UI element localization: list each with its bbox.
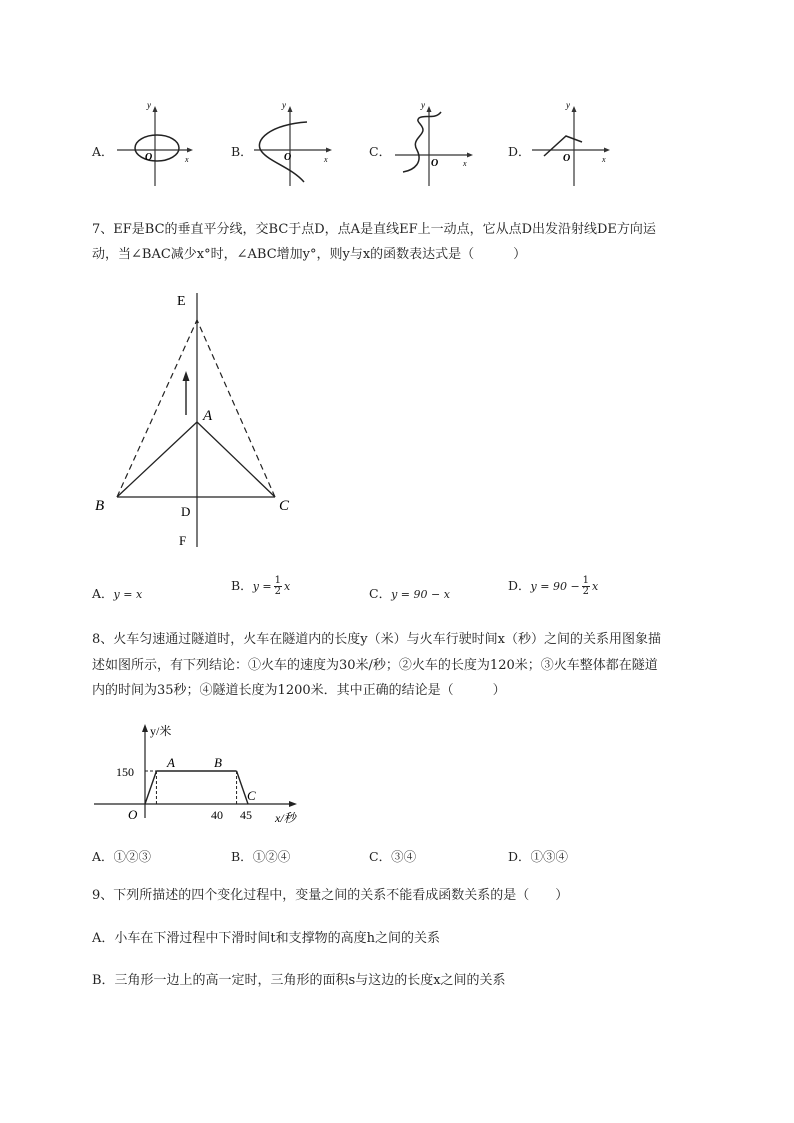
q8-text-line1: 8、火车匀速通过隧道时，火车在隧道内的长度y（米）与火车行驶时间x（秒）之间的关系用图象描	[92, 632, 661, 647]
q8-point-b-label: B	[214, 755, 222, 770]
q7-option-a[interactable]: A．y = x	[92, 586, 143, 601]
q8-option-a-text: ①②③	[113, 849, 152, 864]
label-a: A	[203, 408, 213, 424]
series-segment-OA	[145, 771, 156, 804]
q8-point-a-label: A	[167, 755, 175, 770]
q6-option-c-letter: C．	[369, 144, 392, 159]
segment-ab	[117, 422, 197, 497]
q7-option-c[interactable]: C．y = 90 − x	[369, 586, 450, 601]
q6-c-xlabel: x	[463, 159, 467, 168]
q9-option-b[interactable]: B．三角形一边上的高一定时，三角形的面积s与这边的长度x之间的关系	[92, 973, 506, 988]
q6-d-xlabel: x	[602, 155, 606, 164]
q6-b-xlabel: x	[324, 155, 328, 164]
q8-xtick-40: 40	[211, 808, 223, 822]
dashed-line-be	[117, 320, 197, 497]
q8-xtick-45: 45	[240, 808, 252, 822]
label-c: C	[279, 498, 290, 514]
q6-a-xlabel: x	[185, 155, 189, 164]
q7-text-line2: 动，当∠BAC减少x°时，∠ABC增加y°，则y与x的函数表达式是（ ）	[92, 247, 527, 262]
q6-option-b-graph[interactable]	[252, 100, 334, 190]
segment-ac	[197, 422, 275, 497]
q6-d-origin: O	[563, 153, 571, 164]
q8-graph	[90, 718, 330, 830]
q6-options	[0, 0, 794, 200]
ellipse-curve	[135, 135, 179, 161]
q6-option-c-graph[interactable]	[393, 100, 475, 190]
q6-option-a-letter: A．	[92, 144, 114, 159]
q8-xlabel: x/秒	[275, 811, 296, 825]
q8-ylabel: y/米	[150, 724, 172, 738]
label-e: E	[177, 294, 186, 309]
q6-a-origin: O	[145, 152, 153, 163]
q6-option-a-graph[interactable]	[115, 100, 195, 190]
q6-d-ylabel: y	[566, 100, 570, 110]
q6-option-d-graph[interactable]	[530, 100, 612, 190]
q8-text-line3: 内的时间为35秒；④隧道长度为1200米．其中正确的结论是（ ）	[92, 683, 506, 698]
fraction-one-half: $\frac{1}{2}$	[582, 575, 590, 597]
q8-point-c-label: C	[247, 788, 256, 803]
q8-origin: O	[128, 807, 138, 822]
q9-option-a[interactable]: A．小车在下滑过程中下滑时间t和支撑物的高度h之间的关系	[92, 931, 440, 946]
q6-c-origin: O	[431, 158, 439, 169]
q7-option-c-expr: y = 90 − x	[391, 588, 450, 601]
q6-option-d-letter: D．	[508, 144, 531, 159]
q8-option-a[interactable]: A．①②③	[92, 849, 152, 864]
q9-text-line1: 9、下列所描述的四个变化过程中，变量之间的关系不能看成函数关系的是（ ）	[92, 888, 569, 903]
q7-option-d[interactable]: D．y = 90 − $\frac{1}{2}$ x	[508, 575, 599, 597]
q8-option-d-text: ①③④	[530, 849, 569, 864]
q7-text-line1: 7、EF是BC的垂直平分线，交BC于点D，点A是直线EF上一动点，它从点D出发沿射线DE方向运	[92, 222, 656, 237]
q8-option-b-text: ①②④	[252, 849, 291, 864]
label-d: D	[181, 504, 191, 519]
q6-b-ylabel: y	[282, 100, 286, 110]
label-b: B	[95, 498, 105, 514]
q8-option-c-text: ③④	[391, 849, 417, 864]
q7-option-a-expr: y = x	[113, 588, 143, 601]
q8-ytick-150: 150	[116, 765, 134, 779]
q8-plot-layer	[145, 771, 248, 804]
label-f: F	[179, 533, 187, 548]
q6-c-ylabel: y	[421, 100, 425, 110]
q8-option-d[interactable]: D．①③④	[508, 849, 569, 864]
q8-option-b[interactable]: B．①②④	[231, 849, 291, 864]
q8-option-c[interactable]: C．③④	[369, 849, 417, 864]
q7-option-b[interactable]: B．y = $\frac{1}{2}$ x	[231, 575, 291, 597]
fraction-one-half: $\frac{1}{2}$	[274, 575, 281, 597]
q6-option-b-letter: B．	[231, 144, 253, 159]
q8-text-line2: 述如图所示，有下列结论：①火车的速度为30米/秒；②火车的长度为120米；③火车整体都在隧道	[92, 658, 658, 673]
q6-a-ylabel: y	[147, 100, 151, 110]
q6-b-origin: O	[284, 152, 292, 163]
q7-figure	[85, 285, 310, 555]
